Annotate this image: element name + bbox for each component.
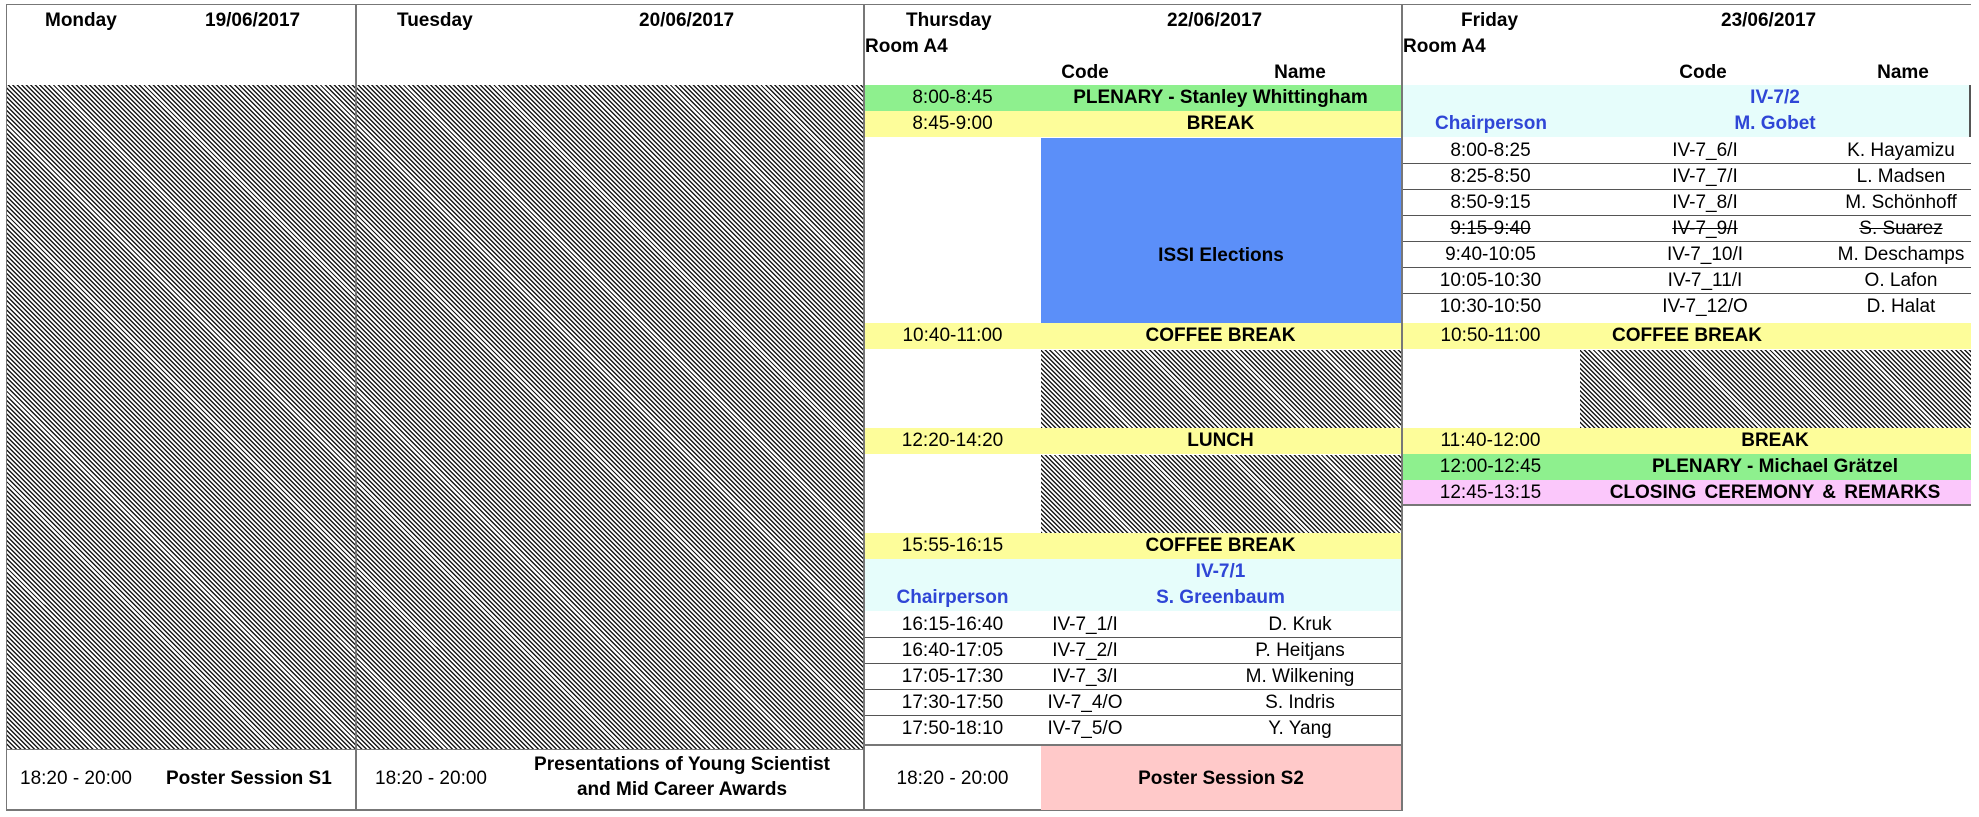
friday-talk-row	[1403, 190, 1971, 216]
talk-name: M. Schönhoff	[1845, 192, 1957, 213]
friday-session-code: IV-7/2	[1750, 87, 1800, 108]
friday-col-code: Code	[1679, 62, 1727, 83]
thursday-talk-row	[865, 612, 1401, 638]
friday-plenary-title: PLENARY - Michael Grätzel	[1651, 456, 1898, 477]
friday-talk-row	[1403, 268, 1971, 294]
thursday-coffee2-label: COFFEE BREAK	[1145, 535, 1296, 556]
thursday-col-name: Name	[1274, 62, 1326, 83]
thursday-date: 22/06/2017	[1167, 10, 1263, 31]
talk-name: D. Kruk	[1268, 614, 1332, 635]
friday-column	[1403, 5, 1971, 805]
friday-unavailable-block	[1580, 350, 1971, 428]
talk-name: D. Halat	[1866, 296, 1936, 317]
thursday-elections-block	[1041, 138, 1401, 323]
tuesday-date: 20/06/2017	[639, 10, 735, 31]
thursday-elections-label: ISSI Elections	[1158, 245, 1284, 266]
friday-coffee-time: 10:50-11:00	[1440, 325, 1541, 346]
thursday-plenary-title: PLENARY - Stanley Whittingham	[1073, 87, 1368, 108]
monday-evening-divider	[7, 749, 355, 750]
friday-talk-row	[1403, 294, 1971, 320]
thursday-break-label: BREAK	[1186, 113, 1255, 134]
tuesday-day: Tuesday	[397, 10, 473, 31]
friday-chair-label: Chairperson	[1435, 113, 1547, 134]
thursday-afternoon-unavailable	[1041, 455, 1401, 533]
tuesday-evening-event-line1: Presentations of Young Scientist	[534, 754, 830, 775]
friday-break-time: 11:40-12:00	[1440, 430, 1541, 451]
friday-talk-row-cancelled	[1403, 216, 1971, 242]
talk-name: P. Heitjans	[1255, 640, 1345, 661]
talk-name: K. Hayamizu	[1847, 140, 1955, 161]
friday-coffee-label: COFFEE BREAK	[1612, 325, 1762, 346]
thursday-evening-time: 18:20 - 20:00	[896, 768, 1009, 789]
thursday-lunch-label: LUNCH	[1187, 430, 1254, 451]
talk-code: IV-7_10/I	[1666, 244, 1744, 265]
talk-time: 17:05-17:30	[901, 666, 1004, 687]
thursday-lunch-time: 12:20-14:20	[901, 430, 1004, 451]
talk-name: S. Indris	[1265, 692, 1335, 713]
talk-code: IV-7_4/O	[1047, 692, 1123, 713]
monday-day: Monday	[45, 10, 117, 31]
friday-day: Friday	[1461, 10, 1519, 31]
talk-time: 8:50-9:15	[1450, 192, 1531, 213]
tuesday-evening-divider	[357, 749, 863, 750]
tuesday-unavailable-block	[357, 85, 863, 750]
thursday-room: Room A4	[865, 36, 948, 57]
friday-talk-row	[1403, 242, 1971, 268]
friday-col-name: Name	[1877, 62, 1929, 83]
friday-chair-name: M. Gobet	[1734, 113, 1816, 134]
talk-time: 16:40-17:05	[901, 640, 1004, 661]
thursday-evening-event: Poster Session S2	[1138, 768, 1304, 789]
thursday-column	[865, 5, 1401, 810]
thursday-day: Thursday	[906, 10, 992, 31]
thursday-coffee1-time: 10:40-11:00	[902, 325, 1003, 346]
thursday-col-code: Code	[1061, 62, 1109, 83]
talk-code: IV-7_8/I	[1672, 192, 1738, 213]
talk-code: IV-7_2/I	[1052, 640, 1118, 661]
monday-evening-event: Poster Session S1	[166, 768, 332, 789]
thursday-chair-label: Chairperson	[896, 587, 1009, 608]
thursday-session-code: IV-7/1	[1195, 561, 1246, 582]
friday-talk-row	[1403, 138, 1971, 164]
talk-code: IV-7_11/I	[1667, 270, 1743, 291]
tuesday-evening-time: 18:20 - 20:00	[375, 768, 487, 789]
talk-time: 9:40-10:05	[1445, 244, 1536, 265]
friday-closing-time: 12:45-13:15	[1439, 482, 1542, 503]
talk-name: Y. Yang	[1268, 718, 1332, 739]
monday-evening-time: 18:20 - 20:00	[20, 768, 132, 789]
talk-code: IV-7_6/I	[1672, 140, 1738, 161]
thursday-plenary-time: 8:00-8:45	[912, 87, 993, 108]
friday-break-label: BREAK	[1741, 430, 1809, 451]
thursday-talk-row	[865, 690, 1401, 716]
talk-time: 17:30-17:50	[901, 692, 1004, 713]
talk-time: 8:00-8:25	[1450, 140, 1531, 161]
talk-time: 8:25-8:50	[1450, 166, 1531, 187]
monday-date: 19/06/2017	[205, 10, 301, 31]
talk-name: O. Lafon	[1864, 270, 1938, 291]
talk-time: 10:05-10:30	[1439, 270, 1542, 291]
talk-name: M. Wilkening	[1245, 666, 1355, 687]
talk-code: IV-7_12/O	[1662, 296, 1748, 317]
talk-code: IV-7_9/I	[1672, 218, 1738, 239]
tuesday-column	[357, 5, 863, 810]
monday-column	[7, 5, 355, 810]
friday-plenary-time: 12:00-12:45	[1439, 456, 1542, 477]
friday-date: 23/06/2017	[1721, 10, 1817, 31]
thursday-break-time: 8:45-9:00	[912, 113, 993, 134]
thursday-coffee1-label: COFFEE BREAK	[1145, 325, 1296, 346]
thursday-talk-row	[865, 638, 1401, 664]
thursday-chair-name: S. Greenbaum	[1156, 587, 1285, 608]
talk-time: 16:15-16:40	[901, 614, 1004, 635]
talk-time: 9:15-9:40	[1450, 218, 1531, 239]
friday-talk-row	[1403, 164, 1971, 190]
monday-unavailable-block	[7, 85, 355, 750]
talk-name: L. Madsen	[1856, 166, 1946, 187]
thursday-talk-row	[865, 716, 1401, 742]
talk-code: IV-7_1/I	[1052, 614, 1118, 635]
talk-code: IV-7_3/I	[1052, 666, 1118, 687]
tuesday-evening-event-line2: and Mid Career Awards	[576, 779, 788, 800]
talk-code: IV-7_5/O	[1047, 718, 1123, 739]
talk-name: S. Suarez	[1859, 218, 1943, 239]
thursday-coffee2-time: 15:55-16:15	[901, 535, 1004, 556]
thursday-morning-unavailable	[1041, 350, 1401, 428]
talk-name: M. Deschamps	[1837, 244, 1965, 265]
talk-time: 17:50-18:10	[901, 718, 1004, 739]
friday-room: Room A4	[1403, 36, 1486, 57]
thursday-talk-row	[865, 664, 1401, 690]
friday-closing-title: CLOSING CEREMONY & REMARKS	[1609, 482, 1941, 503]
talk-code: IV-7_7/I	[1672, 166, 1738, 187]
talk-time: 10:30-10:50	[1439, 296, 1542, 317]
